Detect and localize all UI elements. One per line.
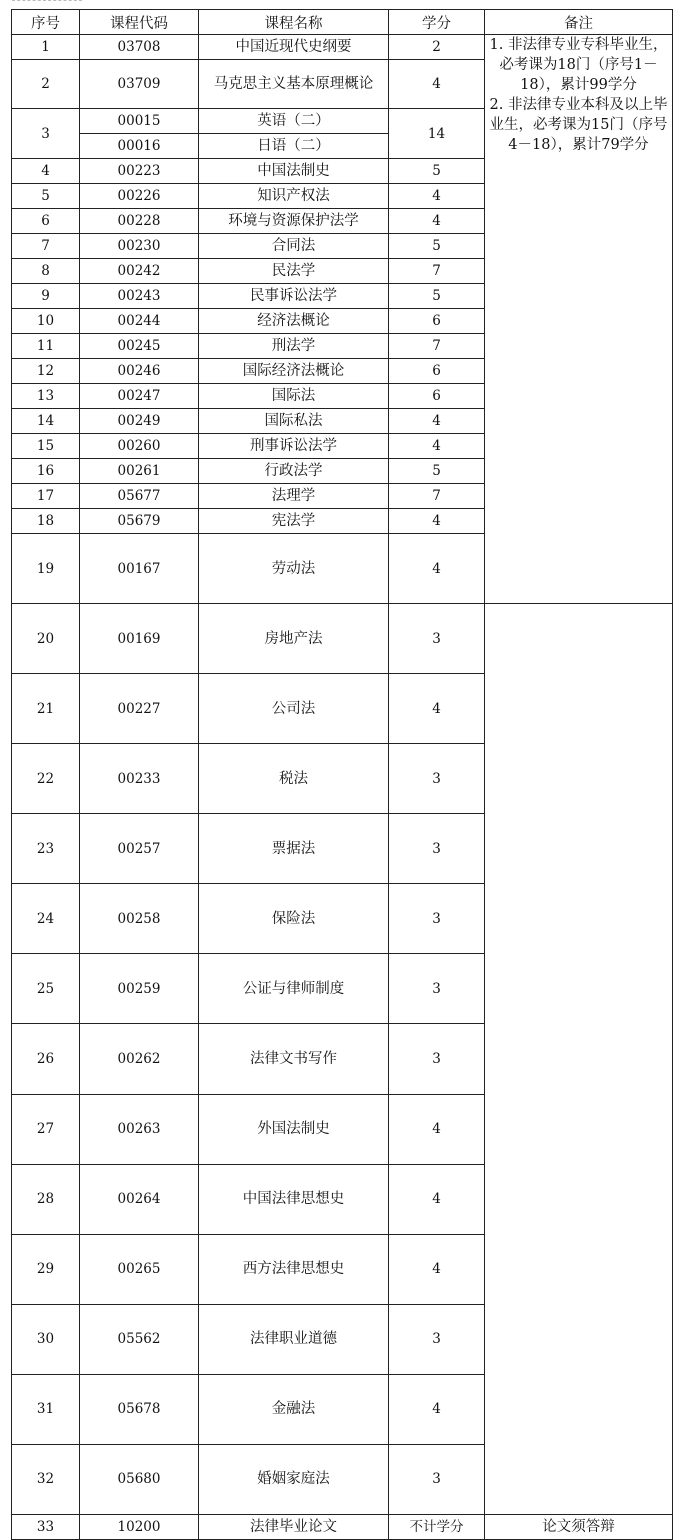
row-no: 8 — [12, 259, 80, 284]
table-row — [12, 35, 673, 60]
table-row — [12, 814, 673, 884]
row-name: 中国法律思想史 — [199, 1164, 389, 1234]
row-no: 33 — [12, 1515, 80, 1540]
table-header-row — [12, 10, 673, 35]
row-no: 11 — [12, 334, 80, 359]
row-credit: 4 — [389, 674, 485, 744]
row-credit: 4 — [389, 434, 485, 459]
row-code: 05678 — [80, 1374, 199, 1444]
row-name: 中国近现代史纲要 — [199, 35, 389, 60]
row-name: 保险法 — [199, 884, 389, 954]
row-credit: 7 — [389, 484, 485, 509]
thesis-note: 论文须答辩 — [485, 1515, 673, 1540]
row-credit: 6 — [389, 384, 485, 409]
row-no: 20 — [12, 604, 80, 674]
table-row — [12, 1374, 673, 1444]
table-row — [12, 1234, 673, 1304]
row-code: 00016 — [80, 134, 199, 159]
row-no: 9 — [12, 284, 80, 309]
row-code: 00228 — [80, 209, 199, 234]
row-credit: 4 — [389, 1374, 485, 1444]
row-name: 西方法律思想史 — [199, 1234, 389, 1304]
row-no: 23 — [12, 814, 80, 884]
header-no: 序号 — [12, 10, 80, 35]
row-credit: 4 — [389, 1164, 485, 1234]
row-credit: 3 — [389, 954, 485, 1024]
row-no: 25 — [12, 954, 80, 1024]
row-no: 26 — [12, 1024, 80, 1094]
header-credit: 学分 — [389, 10, 485, 35]
table-row — [12, 1094, 673, 1164]
row-credit: 4 — [389, 409, 485, 434]
header-code: 课程代码 — [80, 10, 199, 35]
row-no: 32 — [12, 1444, 80, 1514]
row-name: 婚姻家庭法 — [199, 1444, 389, 1514]
table-row — [12, 1444, 673, 1514]
row-code: 00247 — [80, 384, 199, 409]
row-credit: 7 — [389, 259, 485, 284]
row-code: 05677 — [80, 484, 199, 509]
row-name: 合同法 — [199, 234, 389, 259]
row-credit: 4 — [389, 509, 485, 534]
row-credit: 4 — [389, 534, 485, 604]
row-name: 民事诉讼法学 — [199, 284, 389, 309]
row-no: 7 — [12, 234, 80, 259]
row-name: 国际经济法概论 — [199, 359, 389, 384]
row-name: 金融法 — [199, 1374, 389, 1444]
row-no: 18 — [12, 509, 80, 534]
row-no: 28 — [12, 1164, 80, 1234]
required-note-2: 2. 非法律专业本科及以上毕业生，必考课为15门（序号4－18），累计79学分 — [489, 97, 668, 153]
row-no: 6 — [12, 209, 80, 234]
row-name: 知识产权法 — [199, 184, 389, 209]
row-code: 00258 — [80, 884, 199, 954]
row-credit: 3 — [389, 1024, 485, 1094]
row-code: 05562 — [80, 1304, 199, 1374]
row-no: 1 — [12, 35, 80, 60]
row-code: 03708 — [80, 35, 199, 60]
row-credit: 5 — [389, 284, 485, 309]
row-code: 00259 — [80, 954, 199, 1024]
top-edge-mark — [12, 0, 82, 4]
row-code: 00249 — [80, 409, 199, 434]
row-name: 票据法 — [199, 814, 389, 884]
row-no: 29 — [12, 1234, 80, 1304]
table-row — [12, 1515, 673, 1540]
row-name: 法律文书写作 — [199, 1024, 389, 1094]
row-credit: 4 — [389, 1094, 485, 1164]
row-code: 00227 — [80, 674, 199, 744]
row-no: 19 — [12, 534, 80, 604]
row-code: 00257 — [80, 814, 199, 884]
row-code: 00261 — [80, 459, 199, 484]
row-code: 00244 — [80, 309, 199, 334]
row-name: 公司法 — [199, 674, 389, 744]
row-name: 行政法学 — [199, 459, 389, 484]
row-name: 马克思主义基本原理概论 — [199, 60, 389, 109]
row-no: 12 — [12, 359, 80, 384]
row-name: 宪法学 — [199, 509, 389, 534]
row-no: 22 — [12, 744, 80, 814]
row-no: 5 — [12, 184, 80, 209]
table-row — [12, 1304, 673, 1374]
row-code: 00223 — [80, 159, 199, 184]
row-name: 外国法制史 — [199, 1094, 389, 1164]
row-credit: 3 — [389, 884, 485, 954]
row-credit: 3 — [389, 814, 485, 884]
row-code: 00167 — [80, 534, 199, 604]
row-name: 国际法 — [199, 384, 389, 409]
row-code: 00246 — [80, 359, 199, 384]
row-code: 00230 — [80, 234, 199, 259]
row-name: 英语（二） — [199, 109, 389, 134]
table-row — [12, 884, 673, 954]
row-name: 日语（二） — [199, 134, 389, 159]
row-name: 法理学 — [199, 484, 389, 509]
row-name: 刑法学 — [199, 334, 389, 359]
row-credit: 5 — [389, 159, 485, 184]
row-name: 房地产法 — [199, 604, 389, 674]
row-code: 00263 — [80, 1094, 199, 1164]
row-code: 00260 — [80, 434, 199, 459]
header-note: 备注 — [485, 10, 673, 35]
table-row — [12, 1164, 673, 1234]
row-credit: 不计学分 — [389, 1515, 485, 1540]
row-name: 税法 — [199, 744, 389, 814]
row-code: 10200 — [80, 1515, 199, 1540]
row-name: 公证与律师制度 — [199, 954, 389, 1024]
row-code: 00265 — [80, 1234, 199, 1304]
row-name: 环境与资源保护法学 — [199, 209, 389, 234]
row-no: 3 — [12, 109, 80, 159]
row-no: 24 — [12, 884, 80, 954]
row-code: 00245 — [80, 334, 199, 359]
row-code: 00015 — [80, 109, 199, 134]
course-table — [11, 9, 673, 1540]
row-code: 00264 — [80, 1164, 199, 1234]
row-credit: 6 — [389, 309, 485, 334]
row-name: 法律职业道德 — [199, 1304, 389, 1374]
row-no: 27 — [12, 1094, 80, 1164]
row-no: 4 — [12, 159, 80, 184]
row-credit: 4 — [389, 60, 485, 109]
row-no: 2 — [12, 60, 80, 109]
row-credit: 6 — [389, 359, 485, 384]
row-no: 10 — [12, 309, 80, 334]
row-credit: 4 — [389, 1234, 485, 1304]
row-code: 05680 — [80, 1444, 199, 1514]
row-credit: 14 — [389, 109, 485, 159]
row-no: 30 — [12, 1304, 80, 1374]
row-name: 国际私法 — [199, 409, 389, 434]
row-code: 00262 — [80, 1024, 199, 1094]
row-no: 15 — [12, 434, 80, 459]
required-note — [485, 35, 673, 604]
row-credit: 7 — [389, 334, 485, 359]
row-name: 中国法制史 — [199, 159, 389, 184]
row-credit: 3 — [389, 1444, 485, 1514]
table-row — [12, 954, 673, 1024]
table-row — [12, 744, 673, 814]
row-credit: 3 — [389, 1304, 485, 1374]
row-code: 00233 — [80, 744, 199, 814]
row-credit: 4 — [389, 209, 485, 234]
row-no: 14 — [12, 409, 80, 434]
row-name: 法律毕业论文 — [199, 1515, 389, 1540]
row-no: 16 — [12, 459, 80, 484]
row-credit: 5 — [389, 459, 485, 484]
row-code: 00226 — [80, 184, 199, 209]
row-no: 13 — [12, 384, 80, 409]
row-credit: 3 — [389, 604, 485, 674]
row-code: 00243 — [80, 284, 199, 309]
row-credit: 3 — [389, 744, 485, 814]
required-note-1: 1. 非法律专业专科毕业生，必考课为18门（序号1－18），累计99学分 — [489, 37, 668, 93]
table-row — [12, 674, 673, 744]
table-row — [12, 604, 673, 674]
row-code: 03709 — [80, 60, 199, 109]
row-code: 05679 — [80, 509, 199, 534]
row-no: 21 — [12, 674, 80, 744]
row-no: 31 — [12, 1374, 80, 1444]
row-code: 00242 — [80, 259, 199, 284]
row-name: 经济法概论 — [199, 309, 389, 334]
row-credit: 5 — [389, 234, 485, 259]
row-name: 劳动法 — [199, 534, 389, 604]
row-credit: 4 — [389, 184, 485, 209]
table-row — [12, 1024, 673, 1094]
row-name: 刑事诉讼法学 — [199, 434, 389, 459]
row-code: 00169 — [80, 604, 199, 674]
row-credit: 2 — [389, 35, 485, 60]
row-no: 17 — [12, 484, 80, 509]
header-name: 课程名称 — [199, 10, 389, 35]
row-name: 民法学 — [199, 259, 389, 284]
